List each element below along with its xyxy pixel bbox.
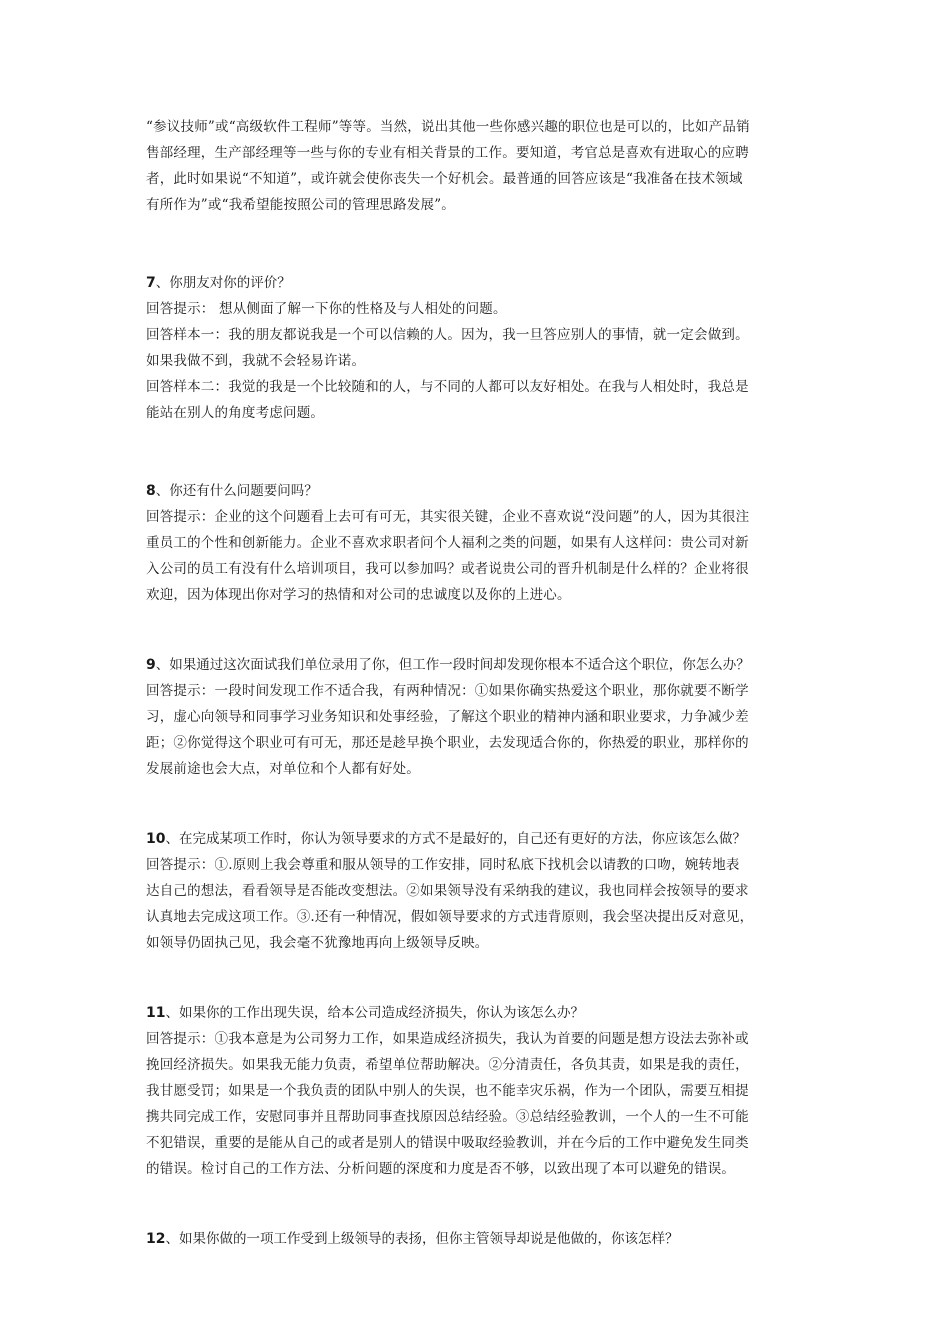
question-11-answer <box>146 1026 811 1182</box>
question-title: 、如果通过这次面试我们单位录用了你，但工作一段时间却发现你根本不适合这个职位，你怎么办？ <box>155 657 750 673</box>
intro-paragraph <box>146 114 811 218</box>
question-9-answer <box>146 678 811 782</box>
question-12-heading <box>146 1226 811 1252</box>
text-line: 发展前途也会大点，对单位和个人都有好处。 <box>146 761 420 777</box>
text-line: 回答提示：①.原则上我会尊重和服从领导的工作安排，同时私底下找机会以请教的口吻，婉转地表 <box>146 857 740 873</box>
question-8-answer <box>146 504 811 608</box>
text-line: 回答提示：企业的这个问题看上去可有可无，其实很关键，企业不喜欢说“没问题”的人，因为其很注 <box>146 509 750 525</box>
text-line: 有所作为”或“我希望能按照公司的管理思路发展”。 <box>146 197 456 213</box>
question-8-heading <box>146 478 811 504</box>
text-line: 回答样本二：我觉的我是一个比较随和的人，与不同的人都可以友好相处。在我与人相处时，我总是 <box>146 379 749 395</box>
text-line: 距；②你觉得这个职业可有可无，那还是趁早换个职业，去发现适合你的，你热爱的职业，那样你的 <box>146 735 749 751</box>
question-number: 11 <box>146 1005 166 1021</box>
text-line: 挽回经济损失。如果我无能力负责，希望单位帮助解决。②分清责任，各负其责，如果是我的责任， <box>146 1057 749 1073</box>
question-number: 10 <box>146 831 166 847</box>
text-line: 如果我做不到，我就不会轻易许诺。 <box>146 353 366 369</box>
question-title: 、如果你做的一项工作受到上级领导的表扬，但你主管领导却说是他做的，你该怎样？ <box>165 1231 679 1247</box>
text-line: 回答样本一：我的朋友都说我是一个可以信赖的人。因为，我一旦答应别人的事情，就一定会做到。 <box>146 327 749 343</box>
text-line: 欢迎，因为体现出你对学习的热情和对公司的忠诚度以及你的上进心。 <box>146 587 571 603</box>
text-line: 回答提示：一段时间发现工作不适合我，有两种情况：①如果你确实热爱这个职业，那你就要不断学 <box>146 683 749 699</box>
text-line: 回答提示： 想从侧面了解一下你的性格及与人相处的问题。 <box>146 301 507 317</box>
text-line: 回答提示：①我本意是为公司努力工作，如果造成经济损失，我认为首要的问题是想方设法去弥补或 <box>146 1031 749 1047</box>
text-line: 的错误。检讨自己的工作方法、分析问题的深度和力度是否不够，以致出现了本可以避免的错误。 <box>146 1161 736 1177</box>
question-9-heading <box>146 652 811 678</box>
text-line: 达自己的想法，看看领导是否能改变想法。②如果领导没有采纳我的建议，我也同样会按领导的要求 <box>146 883 749 899</box>
question-title: 、如果你的工作出现失误，给本公司造成经济损失，你认为该怎么办？ <box>165 1005 584 1021</box>
text-line: 认真地去完成这项工作。③.还有一种情况，假如领导要求的方式违背原则，我会坚决提出反对意见， <box>146 909 754 925</box>
question-number: 12 <box>146 1231 166 1247</box>
question-7-answer <box>146 296 811 426</box>
question-title: 、你朋友对你的评价？ <box>155 275 291 291</box>
text-line: 入公司的员工有没有什么培训项目，我可以参加吗？或者说贵公司的晋升机制是什么样的？企业将很 <box>146 561 749 577</box>
text-line: 我甘愿受罚；如果是一个我负责的团队中别人的失误，也不能幸灾乐祸，作为一个团队，需要互相提 <box>146 1083 749 1099</box>
question-11-heading <box>146 1000 811 1026</box>
text-line: 重员工的个性和创新能力。企业不喜欢求职者问个人福利之类的问题，如果有人这样问：贵公司对新 <box>146 535 749 551</box>
question-title: 、在完成某项工作时，你认为领导要求的方式不是最好的，自己还有更好的方法，你应该怎么做？ <box>165 831 746 847</box>
question-10-answer <box>146 852 811 956</box>
text-line: 不犯错误，重要的是能从自己的或者是别人的错误中吸取经验教训，并在今后的工作中避免发生同类 <box>146 1135 749 1151</box>
text-line: 携共同完成工作，安慰同事并且帮助同事查找原因总结经验。③总结经验教训，一个人的一生不可能 <box>146 1109 749 1125</box>
question-number: 9 <box>146 657 156 673</box>
document-body <box>146 114 811 1252</box>
question-7-heading <box>146 270 811 296</box>
text-line: 能站在别人的角度考虑问题。 <box>146 405 325 421</box>
text-line: 如领导仍固执己见，我会毫不犹豫地再向上级领导反映。 <box>146 935 489 951</box>
text-line: 习，虚心向领导和同事学习业务知识和处事经验，了解这个职业的精神内涵和职业要求，力争减少差 <box>146 709 749 725</box>
question-title: 、你还有什么问题要问吗？ <box>155 483 318 499</box>
text-line: 售部经理，生产部经理等一些与你的专业有相关背景的工作。要知道，考官总是喜欢有进取心的应聘 <box>146 145 749 161</box>
question-number: 7 <box>146 275 156 291</box>
question-10-heading <box>146 826 811 852</box>
text-line: 者，此时如果说“不知道”，或许就会使你丧失一个好机会。最普通的回答应该是“我准备在技术领域 <box>146 171 743 187</box>
question-number: 8 <box>146 483 156 499</box>
text-line: “参议技师”或“高级软件工程师”等等。当然，说出其他一些你感兴趣的职位也是可以的，比如产品销 <box>146 119 750 135</box>
